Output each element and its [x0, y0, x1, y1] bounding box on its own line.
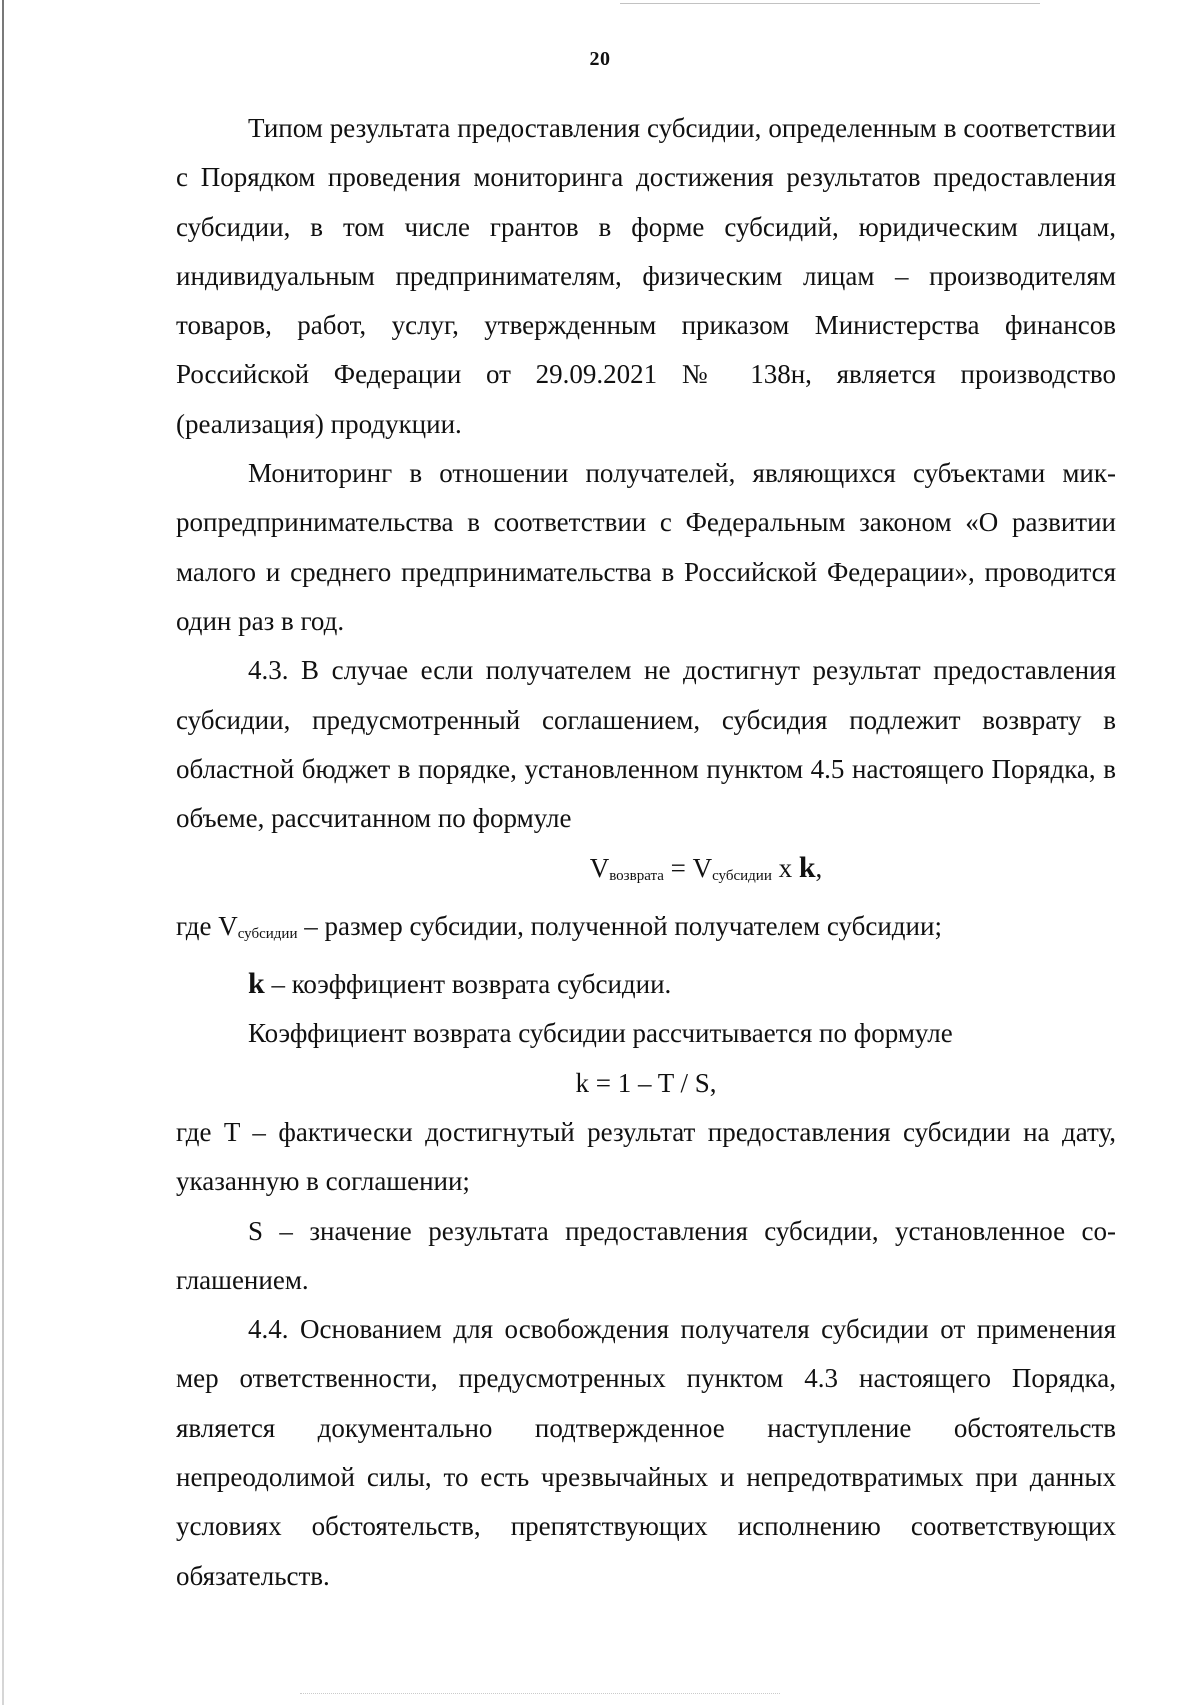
formula-coefficient [176, 1059, 1116, 1108]
paragraph-4-3: 4.3. В случае если получателем не достигнут результат предоставления субсидии, предусмотренный соглашением, субсидия подлежит возврату в областной бюджет в порядке, установленном пунктом 4.5 настоящего Порядка, в объеме, рассчитанном по формуле [176, 655, 1116, 834]
formula-times: x [771, 853, 799, 884]
page-number: 20 [589, 48, 611, 70]
paragraph-4-4: 4.4. Основанием для освобождения получателя субсидии от применения мер ответственности, предусмотренных пунктом 4.3 настоящего Порядка, является документально подтвержденное наступление обстоятельств непреодолимой силы, то есть чрезвычайных и непредотвратимых при данных условиях обстоятельств, препятствующих исполнению соответствующих обязательств. [176, 1314, 1116, 1591]
where-word: где [176, 910, 219, 941]
document-body [176, 104, 1116, 1601]
formula-comma: , [815, 853, 823, 884]
where-v-sub: субсидии [237, 925, 298, 942]
formula-coefficient-text: k = 1 – T / S, [575, 1067, 717, 1098]
paragraph-where-t: где T – фактически достигнутый результат предоставления субсидии на дату, указанную в соглашении; [176, 1116, 1116, 1197]
formula-sub-subsidy: субсидии [712, 868, 772, 885]
paragraph-k-definition [176, 959, 1116, 1009]
paragraph-where-v-subsidy [176, 902, 1116, 959]
formula-v-return: V [589, 853, 610, 884]
k-symbol: k [248, 967, 265, 1001]
k-desc: – коэффициент возврата субсидии. [264, 969, 672, 1000]
formula-sub-return: возврата [609, 868, 664, 885]
paragraph-monitoring: Мониторинг в отношении получателей, являющихся субъектами микропредпринимательства в соответствии с Федеральным законом «О развитии малого и среднего предпринимательства в Российской Федерации», проводится один раз в год. [176, 458, 1116, 636]
formula-k: k [798, 851, 816, 885]
scan-top-line [620, 3, 1040, 4]
scan-edge-shadow [2, 0, 4, 1705]
formula-return-volume-inner [470, 853, 823, 883]
paragraph-s-definition: S – значение результата предоставления субсидии, установленное соглашением. [176, 1215, 1116, 1295]
paragraph-result-type: Типом результата предоставления субсидии, определенным в соответствии с Порядком проведения мониторинга достижения результатов предоставления субсидии, в том числе грантов в форме субсидий, юридическим лицам, индивидуальным предпринимателям, физическим лицам – производителям товаров, работ, услуг, утвержденным приказом Министерства финансов Российской Федерации от 29.09.2021 № 138н, является производство (реализация) продукции. [176, 113, 1116, 439]
paragraph-coefficient-formula: Коэффициент возврата субсидии рассчитывается по формуле [248, 1018, 953, 1049]
scan-bottom-dots [300, 1693, 780, 1695]
formula-equals: = [663, 853, 693, 884]
formula-return-volume [176, 843, 1116, 901]
formula-v-subsidy: V [692, 853, 713, 884]
where-v: V [218, 910, 238, 941]
where-v-desc: – размер субсидии, полученной получателем субсидии; [297, 910, 942, 941]
